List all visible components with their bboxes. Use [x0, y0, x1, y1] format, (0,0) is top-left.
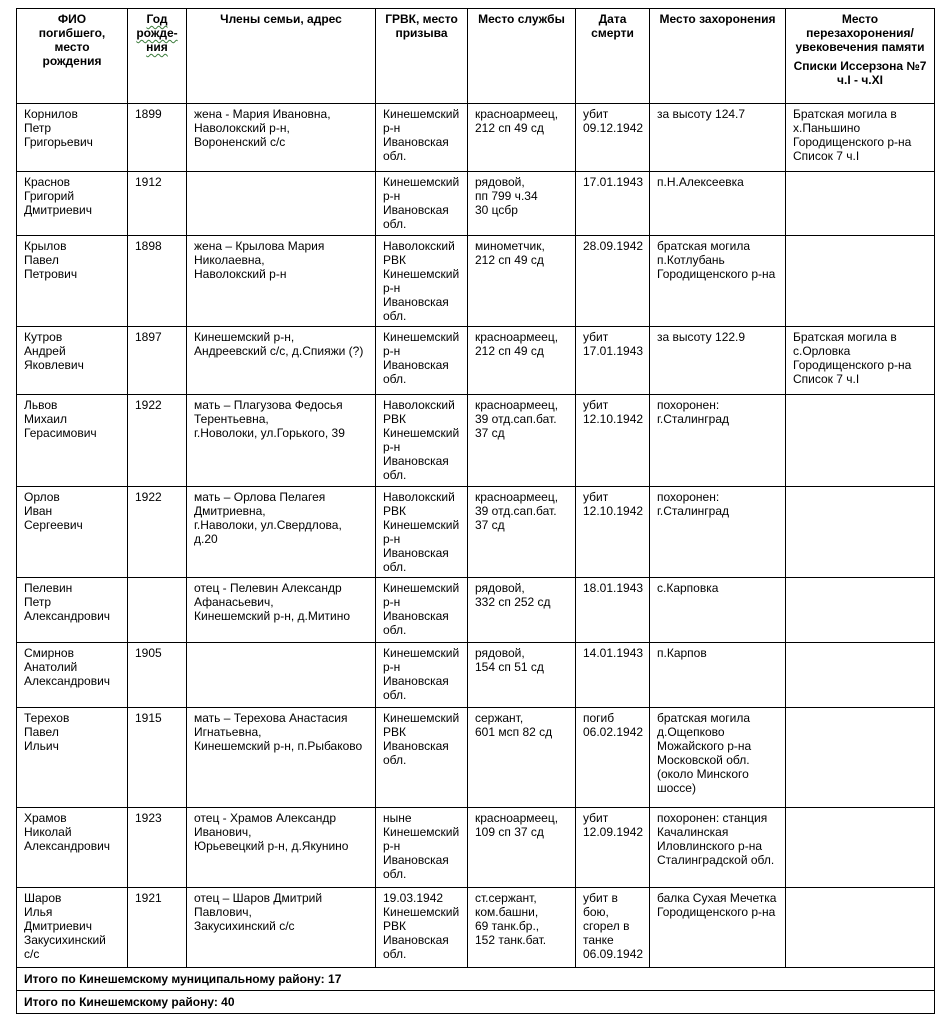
cell-year: 1899	[128, 104, 187, 172]
cell-death: убит 17.01.1943	[576, 327, 650, 395]
cell-death: убит в бою, сгорел в танке 06.09.1942	[576, 888, 650, 968]
cell-service: минометчик, 212 сп 49 сд	[468, 236, 576, 327]
cell-family: мать – Терехова Анастасия Игнатьевна, Кинешемский р-н, п.Рыбаково	[187, 708, 376, 808]
cell-burial: п.Карпов	[650, 643, 786, 708]
cell-name: Краснов Григорий Дмитриевич	[17, 172, 128, 236]
table-row	[17, 104, 935, 172]
cell-grvk: Кинешемский р-н Ивановская обл.	[376, 172, 468, 236]
total-municipal: Итого по Кинешемскому муниципальному району: 17	[17, 968, 935, 991]
cell-grvk: Кинешемский р-н Ивановская обл.	[376, 578, 468, 643]
cell-year: 1921	[128, 888, 187, 968]
cell-name: Львов Михаил Герасимович	[17, 395, 128, 487]
header-row	[17, 9, 935, 104]
cell-death: погиб 06.02.1942	[576, 708, 650, 808]
cell-death: 18.01.1943	[576, 578, 650, 643]
header-service: Место службы	[468, 9, 576, 104]
cell-reburial	[786, 643, 935, 708]
header-death: Дата смерти	[576, 9, 650, 104]
cell-reburial	[786, 487, 935, 578]
cell-grvk: ныне Кинешемский р-н Ивановская обл.	[376, 808, 468, 888]
cell-name: Смирнов Анатолий Александрович	[17, 643, 128, 708]
cell-burial: похоронен: г.Сталинград	[650, 395, 786, 487]
cell-grvk: Кинешемский р-н Ивановская обл.	[376, 327, 468, 395]
cell-family	[187, 643, 376, 708]
cell-burial: братская могила п.Котлубань Городищенского р-на	[650, 236, 786, 327]
cell-year: 1922	[128, 487, 187, 578]
cell-family: Кинешемский р-н, Андреевский с/с, д.Спияжи (?)	[187, 327, 376, 395]
total-row-municipal	[17, 968, 935, 991]
cell-burial: братская могила д.Ощепково Можайского р-на Московской обл. (около Минского шоссе)	[650, 708, 786, 808]
memorial-table	[16, 8, 935, 1014]
table-row	[17, 327, 935, 395]
total-district: Итого по Кинешемскому району: 40	[17, 991, 935, 1014]
cell-service: ст.сержант, ком.башни, 69 танк.бр., 152 танк.бат.	[468, 888, 576, 968]
cell-reburial	[786, 808, 935, 888]
header-name: ФИО погибшего, место рождения	[17, 9, 128, 104]
cell-burial: балка Сухая Мечетка Городищенского р-на	[650, 888, 786, 968]
cell-year: 1912	[128, 172, 187, 236]
table-row	[17, 708, 935, 808]
cell-name: Кутров Андрей Яковлевич	[17, 327, 128, 395]
cell-service: красноармеец, 109 сп 37 сд	[468, 808, 576, 888]
cell-reburial	[786, 888, 935, 968]
cell-burial: с.Карповка	[650, 578, 786, 643]
table-row	[17, 487, 935, 578]
cell-reburial: Братская могила в х.Паньшино Городищенского р-на Список 7 ч.I	[786, 104, 935, 172]
cell-death: убит 12.10.1942	[576, 395, 650, 487]
cell-service: красноармеец, 212 сп 49 сд	[468, 104, 576, 172]
cell-burial: за высоту 124.7	[650, 104, 786, 172]
table-row	[17, 643, 935, 708]
cell-reburial	[786, 578, 935, 643]
cell-grvk: Наволокский РВК Кинешемский р-н Ивановская обл.	[376, 487, 468, 578]
cell-name: Храмов Николай Александрович	[17, 808, 128, 888]
cell-year: 1915	[128, 708, 187, 808]
cell-grvk: Наволокский РВК Кинешемский р-н Ивановская обл.	[376, 236, 468, 327]
table-row	[17, 236, 935, 327]
header-burial: Место захоронения	[650, 9, 786, 104]
cell-burial: п.Н.Алексеевка	[650, 172, 786, 236]
cell-death: 17.01.1943	[576, 172, 650, 236]
cell-death: убит 09.12.1942	[576, 104, 650, 172]
cell-name: Терехов Павел Ильич	[17, 708, 128, 808]
cell-burial: за высоту 122.9	[650, 327, 786, 395]
header-family: Члены семьи, адрес	[187, 9, 376, 104]
cell-family: отец - Храмов Александр Иванович, Юрьевецкий р-н, д.Якунино	[187, 808, 376, 888]
cell-year: 1905	[128, 643, 187, 708]
header-year: Год рожде-ния	[128, 9, 187, 104]
cell-family: отец – Шаров Дмитрий Павлович, Закусихинский с/с	[187, 888, 376, 968]
cell-year: 1923	[128, 808, 187, 888]
cell-service: сержант, 601 мсп 82 сд	[468, 708, 576, 808]
cell-family: жена - Мария Ивановна, Наволокский р-н, Вороненский с/с	[187, 104, 376, 172]
cell-death: убит 12.10.1942	[576, 487, 650, 578]
table-row	[17, 395, 935, 487]
cell-service: красноармеец, 212 сп 49 сд	[468, 327, 576, 395]
cell-name: Корнилов Петр Григорьевич	[17, 104, 128, 172]
cell-family: мать – Плагузова Федосья Терентьевна, г.Новолоки, ул.Горького, 39	[187, 395, 376, 487]
cell-name: Пелевин Петр Александрович	[17, 578, 128, 643]
cell-reburial	[786, 236, 935, 327]
cell-service: красноармеец, 39 отд.сап.бат. 37 сд	[468, 487, 576, 578]
cell-family: жена – Крылова Мария Николаевна, Наволокский р-н	[187, 236, 376, 327]
total-row-district	[17, 991, 935, 1014]
cell-name: Шаров Илья Дмитриевич Закусихинский с/с	[17, 888, 128, 968]
cell-grvk: Кинешемский РВК Ивановская обл.	[376, 708, 468, 808]
cell-reburial	[786, 395, 935, 487]
cell-reburial	[786, 172, 935, 236]
cell-reburial	[786, 708, 935, 808]
cell-grvk: Кинешемский р-н Ивановская обл.	[376, 643, 468, 708]
cell-name: Крылов Павел Петрович	[17, 236, 128, 327]
cell-name: Орлов Иван Сергеевич	[17, 487, 128, 578]
cell-family: мать – Орлова Пелагея Дмитриевна, г.Наволоки, ул.Свердлова, д.20	[187, 487, 376, 578]
cell-year	[128, 578, 187, 643]
cell-grvk: Кинешемский р-н Ивановская обл.	[376, 104, 468, 172]
table-row	[17, 808, 935, 888]
cell-service: рядовой, 332 сп 252 сд	[468, 578, 576, 643]
table-row	[17, 578, 935, 643]
cell-service: рядовой, 154 сп 51 сд	[468, 643, 576, 708]
cell-service: рядовой, пп 799 ч.34 30 цсбр	[468, 172, 576, 236]
cell-reburial: Братская могила в с.Орловка Городищенского р-на Список 7 ч.I	[786, 327, 935, 395]
cell-year: 1898	[128, 236, 187, 327]
cell-year: 1922	[128, 395, 187, 487]
cell-death: 14.01.1943	[576, 643, 650, 708]
header-reburial: Место перезахоронения/ увековечения памяти Списки Иссерзона №7 ч.I - ч.XI	[786, 9, 935, 104]
cell-burial: похоронен: станция Качалинская Иловлинского р-на Сталинградской обл.	[650, 808, 786, 888]
header-reburial-sub: Списки Иссерзона №7 ч.I - ч.XI	[793, 59, 927, 87]
cell-family	[187, 172, 376, 236]
table-row	[17, 888, 935, 968]
cell-grvk: Наволокский РВК Кинешемский р-н Ивановская обл.	[376, 395, 468, 487]
cell-burial: похоронен: г.Сталинград	[650, 487, 786, 578]
table-row	[17, 172, 935, 236]
cell-service: красноармеец, 39 отд.сап.бат. 37 сд	[468, 395, 576, 487]
cell-death: убит 12.09.1942	[576, 808, 650, 888]
cell-death: 28.09.1942	[576, 236, 650, 327]
cell-year: 1897	[128, 327, 187, 395]
cell-family: отец - Пелевин Александр Афанасьевич, Кинешемский р-н, д.Митино	[187, 578, 376, 643]
cell-grvk: 19.03.1942 Кинешемский РВК Ивановская обл.	[376, 888, 468, 968]
header-grvk: ГРВК, место призыва	[376, 9, 468, 104]
